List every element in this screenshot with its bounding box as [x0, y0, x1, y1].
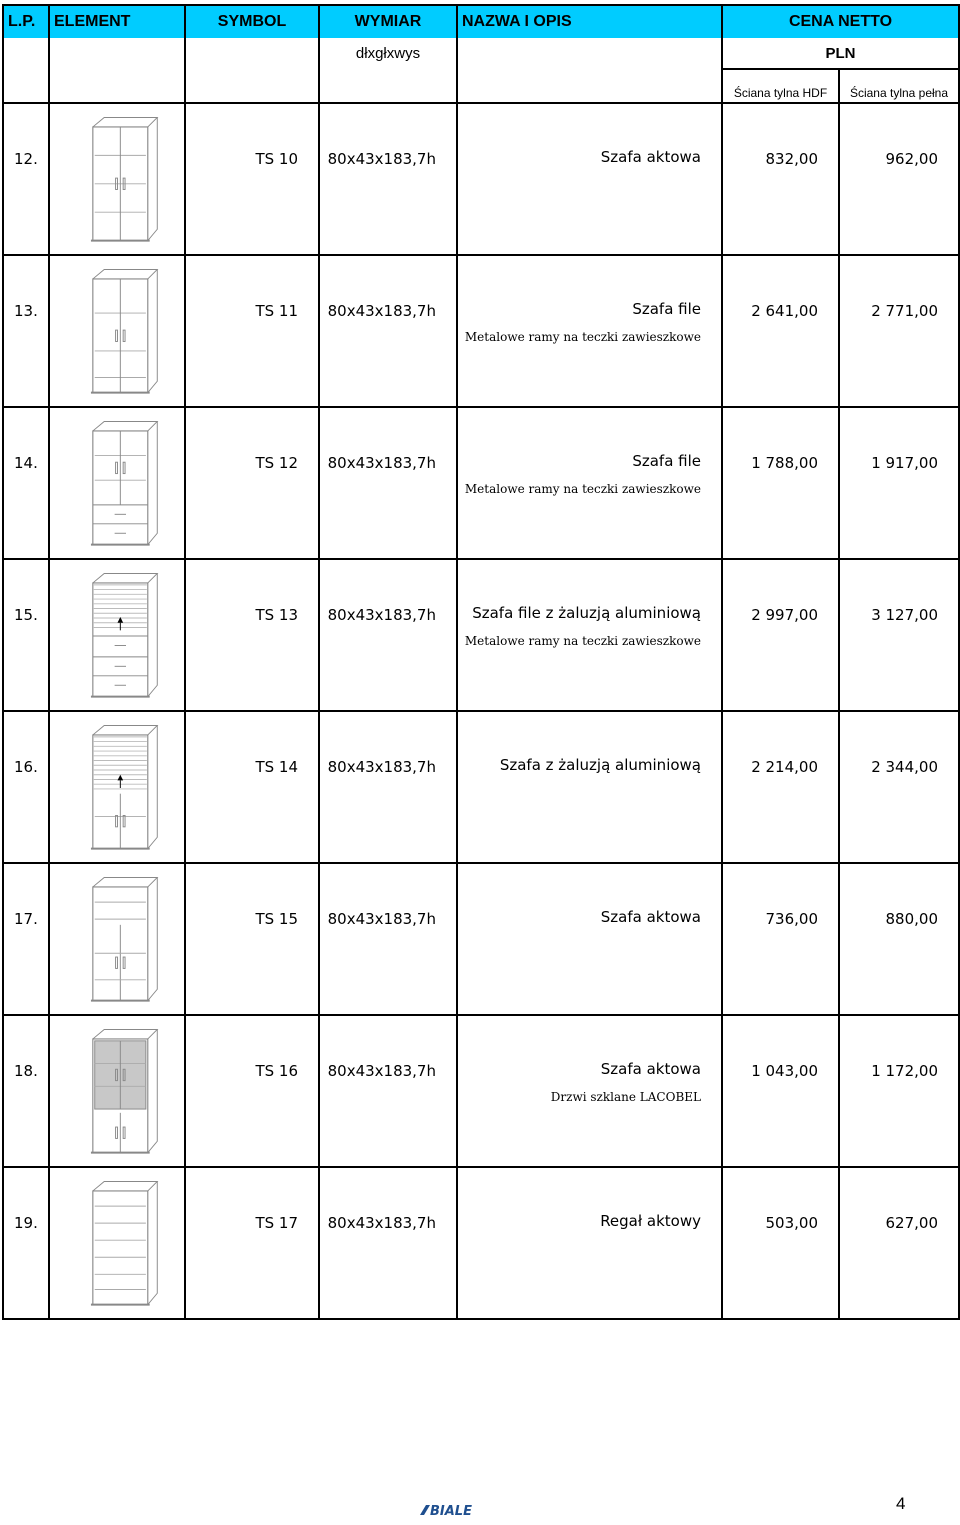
- price-pelna: 880,00: [885, 910, 938, 928]
- row-symbol: TS 10: [255, 150, 298, 168]
- price-table: [2, 4, 960, 1320]
- cabinet-tambour-drawers-icon: [72, 566, 162, 706]
- price-hdf: 2 214,00: [751, 758, 818, 776]
- price-hdf: 1 788,00: [751, 454, 818, 472]
- header-nazwa: NAZWA I OPIS: [457, 5, 722, 38]
- price-pelna: 962,00: [885, 150, 938, 168]
- header-lp: L.P.: [3, 5, 49, 38]
- table-row: [3, 255, 959, 407]
- header-row: [3, 5, 959, 38]
- row-symbol: TS 16: [255, 1062, 298, 1080]
- price-hdf: 736,00: [765, 910, 818, 928]
- header-wymiar: WYMIAR: [319, 5, 457, 38]
- price-pelna: 2 344,00: [871, 758, 938, 776]
- price-hdf: 2 997,00: [751, 606, 818, 624]
- table-row: [3, 863, 959, 1015]
- price-pelna: 1 172,00: [871, 1062, 938, 1080]
- table-row: [3, 1015, 959, 1167]
- element-image: [49, 103, 185, 255]
- cabinet-two-doors-file-icon: [72, 262, 162, 402]
- row-dimensions: 80x43x183,7h: [327, 910, 436, 928]
- table-row: [3, 1167, 959, 1319]
- row-lp: 13.: [14, 302, 38, 320]
- row-lp: 14.: [14, 454, 38, 472]
- row-dimensions: 80x43x183,7h: [327, 1214, 436, 1232]
- row-name: Szafa aktowa: [600, 1060, 701, 1078]
- row-lp: 12.: [14, 150, 38, 168]
- row-symbol: TS 13: [255, 606, 298, 624]
- row-name: Szafa aktowa: [600, 908, 701, 926]
- header-wymiar-sub: dłxgłxwys: [319, 38, 457, 69]
- header-col-hdf: Ściana tylna HDF: [722, 69, 839, 103]
- row-name: Szafa file z żaluzją aluminiową: [472, 604, 701, 622]
- row-name: Szafa aktowa: [600, 148, 701, 166]
- element-image: [49, 711, 185, 863]
- element-image: [49, 863, 185, 1015]
- header-element: ELEMENT: [49, 5, 185, 38]
- logo-text: BIALE: [430, 1504, 472, 1518]
- page-number: 4: [896, 1494, 906, 1513]
- price-hdf: 1 043,00: [751, 1062, 818, 1080]
- cabinet-tambour-doors-icon: [72, 718, 162, 858]
- row-name: Szafa file: [632, 452, 701, 470]
- row-symbol: TS 17: [255, 1214, 298, 1232]
- element-image: [49, 1167, 185, 1319]
- header-cena: CENA NETTO: [722, 5, 959, 38]
- row-symbol: TS 12: [255, 454, 298, 472]
- price-pelna: 3 127,00: [871, 606, 938, 624]
- row-dimensions: 80x43x183,7h: [327, 454, 436, 472]
- table-row: [3, 559, 959, 711]
- row-dimensions: 80x43x183,7h: [327, 606, 436, 624]
- cabinet-two-doors-icon: [72, 110, 162, 250]
- row-lp: 17.: [14, 910, 38, 928]
- price-hdf: 503,00: [765, 1214, 818, 1232]
- price-hdf: 832,00: [765, 150, 818, 168]
- row-dimensions: 80x43x183,7h: [327, 758, 436, 776]
- item-note: Metalowe ramy na teczki zawieszkowe: [464, 330, 701, 344]
- price-hdf: 2 641,00: [751, 302, 818, 320]
- header-cena-sub: PLN: [722, 38, 959, 69]
- row-dimensions: 80x43x183,7h: [327, 150, 436, 168]
- header-col-pelna: Ściana tylna pełna: [839, 69, 959, 103]
- row-name: Regał aktowy: [600, 1212, 701, 1230]
- item-note: Drzwi szklane LACOBEL: [550, 1090, 701, 1104]
- element-image: [49, 559, 185, 711]
- row-dimensions: 80x43x183,7h: [327, 302, 436, 320]
- header-symbol: SYMBOL: [185, 5, 319, 38]
- row-lp: 16.: [14, 758, 38, 776]
- table-row: [3, 711, 959, 863]
- row-symbol: TS 14: [255, 758, 298, 776]
- header-subrow: [3, 38, 959, 69]
- cabinet-doors-drawers-icon: [72, 414, 162, 554]
- row-lp: 18.: [14, 1062, 38, 1080]
- element-image: [49, 1015, 185, 1167]
- row-symbol: TS 11: [255, 302, 298, 320]
- cabinet-glass-doors-icon: [72, 1022, 162, 1162]
- item-note: Metalowe ramy na teczki zawieszkowe: [464, 634, 701, 648]
- price-pelna: 2 771,00: [871, 302, 938, 320]
- table-row: [3, 407, 959, 559]
- table-row: [3, 103, 959, 255]
- open-shelving-icon: [72, 1174, 162, 1314]
- row-dimensions: 80x43x183,7h: [327, 1062, 436, 1080]
- biale-logo: [418, 1502, 492, 1518]
- element-image: [49, 255, 185, 407]
- item-note: Metalowe ramy na teczki zawieszkowe: [464, 482, 701, 496]
- cabinet-open-top-doors-icon: [72, 870, 162, 1010]
- row-name: Szafa file: [632, 300, 701, 318]
- element-image: [49, 407, 185, 559]
- price-pelna: 1 917,00: [871, 454, 938, 472]
- row-lp: 15.: [14, 606, 38, 624]
- price-pelna: 627,00: [885, 1214, 938, 1232]
- row-name: Szafa z żaluzją aluminiową: [499, 756, 701, 774]
- row-lp: 19.: [14, 1214, 38, 1232]
- row-symbol: TS 15: [255, 910, 298, 928]
- header-price-columns: [3, 69, 959, 103]
